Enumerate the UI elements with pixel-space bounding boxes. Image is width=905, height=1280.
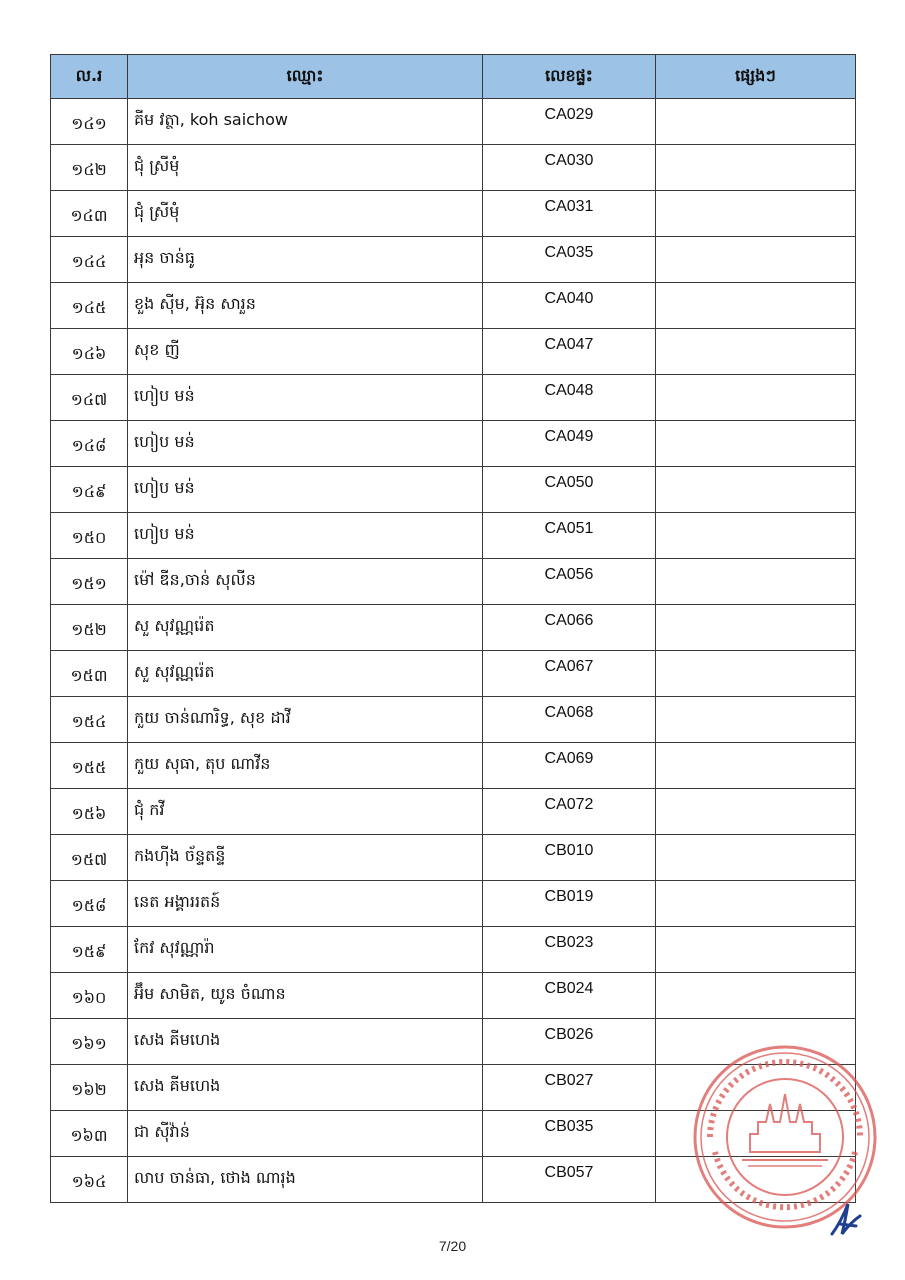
table-row	[51, 237, 856, 283]
row-number: ១៤២	[51, 145, 128, 191]
row-name: អុន ចាន់ធូ	[128, 237, 483, 283]
row-notes	[656, 559, 856, 605]
row-house-number: CB010	[483, 835, 656, 881]
row-number: ១៤៣	[51, 191, 128, 237]
row-number: ១៦៣	[51, 1111, 128, 1157]
table-row	[51, 697, 856, 743]
row-notes	[656, 329, 856, 375]
row-number: ១៥២	[51, 605, 128, 651]
row-notes	[656, 651, 856, 697]
row-notes	[656, 605, 856, 651]
row-notes	[656, 789, 856, 835]
records-table	[50, 54, 856, 1203]
row-notes	[656, 421, 856, 467]
table-row	[51, 789, 856, 835]
row-notes	[656, 835, 856, 881]
row-notes	[656, 973, 856, 1019]
row-number: ១៥៥	[51, 743, 128, 789]
row-house-number: CA029	[483, 99, 656, 145]
table-row	[51, 973, 856, 1019]
header-notes: ផ្សេងៗ	[656, 55, 856, 99]
row-number: ១៦៤	[51, 1157, 128, 1203]
table-row	[51, 605, 856, 651]
row-notes	[656, 743, 856, 789]
table-row	[51, 191, 856, 237]
row-name: លាប ចាន់ធា, ថោង ណារុង	[128, 1157, 483, 1203]
table-row	[51, 881, 856, 927]
row-number: ១៤៧	[51, 375, 128, 421]
row-name: ហៀប មន់	[128, 375, 483, 421]
row-name: នេត អង្គាររតន៍	[128, 881, 483, 927]
row-notes	[656, 927, 856, 973]
table-row	[51, 513, 856, 559]
row-number: ១៥០	[51, 513, 128, 559]
table-row	[51, 927, 856, 973]
row-house-number: CB023	[483, 927, 656, 973]
row-name: កងហ៊ីង ច័ន្ទតន្ទី	[128, 835, 483, 881]
row-notes	[656, 697, 856, 743]
row-name: ហៀប មន់	[128, 513, 483, 559]
row-name: ហៀប មន់	[128, 467, 483, 513]
row-house-number: CA031	[483, 191, 656, 237]
row-number: ១៤៦	[51, 329, 128, 375]
row-notes	[656, 145, 856, 191]
row-number: ១៤៩	[51, 467, 128, 513]
row-name: កួយ សុធា, តុប ណាវីន	[128, 743, 483, 789]
row-house-number: CA067	[483, 651, 656, 697]
header-number: ល.រ	[51, 55, 128, 99]
row-number: ១៦២	[51, 1065, 128, 1111]
signature-mark-icon	[826, 1196, 866, 1240]
row-number: ១៥៧	[51, 835, 128, 881]
table-body	[51, 99, 856, 1203]
row-name: កួយ ចាន់ណារិទ្ធ, សុខ ដាវី	[128, 697, 483, 743]
row-house-number: CA047	[483, 329, 656, 375]
row-name: ជុំ ស្រីមុំ	[128, 145, 483, 191]
row-name: សេង គីមហេង	[128, 1065, 483, 1111]
row-house-number: CB026	[483, 1019, 656, 1065]
row-number: ១៥១	[51, 559, 128, 605]
row-name: អ៊ឹម សាមិត, យូន ចំណាន	[128, 973, 483, 1019]
row-house-number: CB019	[483, 881, 656, 927]
row-notes	[656, 283, 856, 329]
row-number: ១៥៤	[51, 697, 128, 743]
row-house-number: CA030	[483, 145, 656, 191]
header-house-number: លេខផ្ទះ	[483, 55, 656, 99]
row-house-number: CA066	[483, 605, 656, 651]
row-house-number: CB057	[483, 1157, 656, 1203]
row-house-number: CB024	[483, 973, 656, 1019]
row-notes	[656, 467, 856, 513]
row-name: សួ សុវណ្ណរ៉េត	[128, 651, 483, 697]
row-house-number: CB035	[483, 1111, 656, 1157]
row-house-number: CA069	[483, 743, 656, 789]
header-name: ឈ្មោះ	[128, 55, 483, 99]
row-name: ជុំ កវី	[128, 789, 483, 835]
row-house-number: CA050	[483, 467, 656, 513]
table-row	[51, 283, 856, 329]
row-name: ម៉ៅ ឌីន,ចាន់ សុលីន	[128, 559, 483, 605]
table-row	[51, 375, 856, 421]
row-number: ១៦១	[51, 1019, 128, 1065]
row-house-number: CA056	[483, 559, 656, 605]
row-name: សួ សុវណ្ណរ៉េត	[128, 605, 483, 651]
row-name: សេង គីមហេង	[128, 1019, 483, 1065]
table-row	[51, 835, 856, 881]
table-row	[51, 559, 856, 605]
row-number: ១៦០	[51, 973, 128, 1019]
table-header-row	[51, 55, 856, 99]
row-house-number: CA040	[483, 283, 656, 329]
row-number: ១៥៨	[51, 881, 128, 927]
row-house-number: CA051	[483, 513, 656, 559]
table-row	[51, 145, 856, 191]
row-name: ជុំ ស្រីមុំ	[128, 191, 483, 237]
row-number: ១៤៤	[51, 237, 128, 283]
row-name: សុខ ញី	[128, 329, 483, 375]
row-number: ១៤៥	[51, 283, 128, 329]
row-house-number: CA048	[483, 375, 656, 421]
row-name: កែវ សុវណ្ណារ៉ា	[128, 927, 483, 973]
row-name: ជា ស៊ីវ៉ាន់	[128, 1111, 483, 1157]
row-number: ១៥៦	[51, 789, 128, 835]
row-notes	[656, 513, 856, 559]
table-row	[51, 421, 856, 467]
row-notes	[656, 237, 856, 283]
row-number: ១៥៩	[51, 927, 128, 973]
row-number: ១៤១	[51, 99, 128, 145]
row-house-number: CA049	[483, 421, 656, 467]
row-house-number: CB027	[483, 1065, 656, 1111]
row-house-number: CA072	[483, 789, 656, 835]
table-row	[51, 743, 856, 789]
row-notes	[656, 191, 856, 237]
row-number: ១៤៨	[51, 421, 128, 467]
table-row	[51, 651, 856, 697]
table-row	[51, 467, 856, 513]
row-notes	[656, 99, 856, 145]
row-notes	[656, 881, 856, 927]
row-house-number: CA068	[483, 697, 656, 743]
row-notes	[656, 375, 856, 421]
row-name: ហៀប មន់	[128, 421, 483, 467]
table-row	[51, 329, 856, 375]
table-row	[51, 99, 856, 145]
row-name: ខួង ស៊ីម, អ៊ុន សារួន	[128, 283, 483, 329]
page-number: 7/20	[438, 1238, 467, 1254]
row-name: គីម វត្ថា, koh saichow	[128, 99, 483, 145]
row-house-number: CA035	[483, 237, 656, 283]
row-number: ១៥៣	[51, 651, 128, 697]
